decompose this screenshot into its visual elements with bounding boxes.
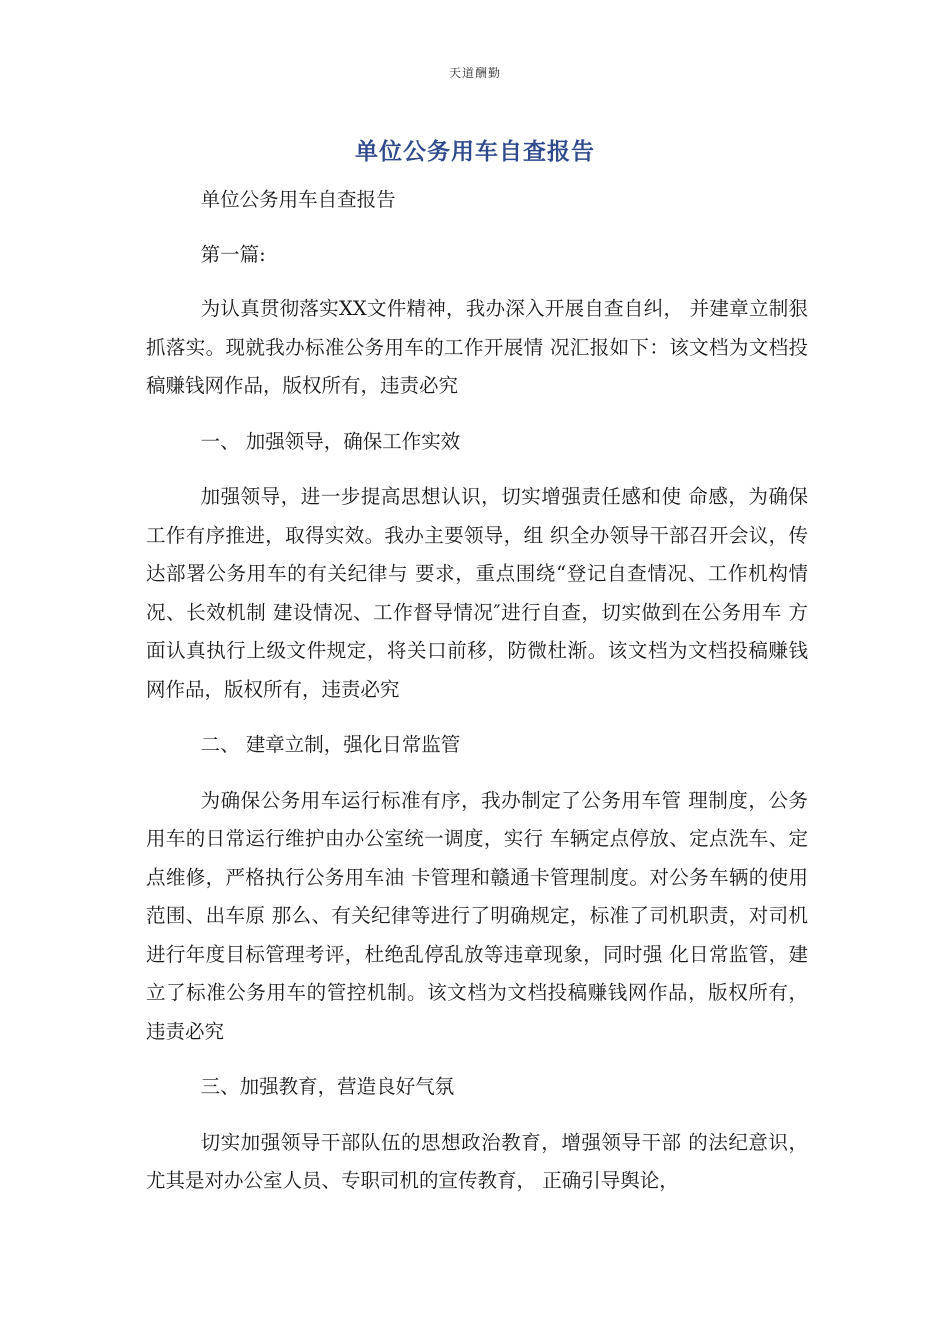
section-heading-2: 二、 建章立制，强化日常监管 <box>200 733 461 756</box>
document-title: 单位公务用车自查报告 <box>355 139 595 165</box>
document-body <box>146 181 808 1218</box>
section-heading-1: 一、 加强领导，确保工作实效 <box>200 429 461 453</box>
paragraph-intro: 为认真贯彻落实XX文件精神，我办深入开展自查自纠， 并建章立制狠抓落实。现就我办标准公务用车的工作开展情 况汇报如下：该文档为文档投稿赚钱网作品，版权所有，违责必究 <box>146 297 808 397</box>
paragraph-section-2: 为确保公务用车运行标准有序，我办制定了公务用车管 理制度，公务用车的日常运行维护由办公室统一调度，实行 车辆定点停放、定点洗车、定点维修，严格执行公务用车油 卡管理和赣通卡管理制度。对公务车辆的使用范围、出车原 那么、有关纪律等进行了明确规定，标准了司机职责，对司机 进行年度目标管理考评，杜绝乱停乱放等违章现象，同时强 化日常监管，建立了标准公务用车的管控机制。该文档为文档投稿赚钱网作品，版权所有，违责必究 <box>146 788 808 1043</box>
section-heading-3: 三、加强教育，营造良好气氛 <box>200 1075 455 1098</box>
paragraph-section-1: 加强领导，进一步提高思想认识，切实增强责任感和使 命感，为确保工作有序推进，取得实效。我办主要领导，组 织全办领导干部召开会议，传达部署公务用车的有关纪律与 要求，重点围绕“登记自查情况、工作机构情况、长效机制 建设情况、工作督导情况″进行自查，切实做到在公务用车 方面认真执行上级文件规定，将关口前移，防微杜渐。该文档为文档投稿赚钱网作品，版权所有，违责必究 <box>146 485 808 701</box>
page-header: 天道酬勤 <box>448 66 501 80</box>
paragraph-section-3: 切实加强领导干部队伍的思想政治教育，增强领导干部 的法纪意识，尤其是对办公室人员、专职司机的宣传教育， 正确引导舆论， <box>146 1130 808 1192</box>
part-label: 第一篇: <box>200 242 266 266</box>
subtitle-line: 单位公务用车自查报告 <box>200 188 396 211</box>
